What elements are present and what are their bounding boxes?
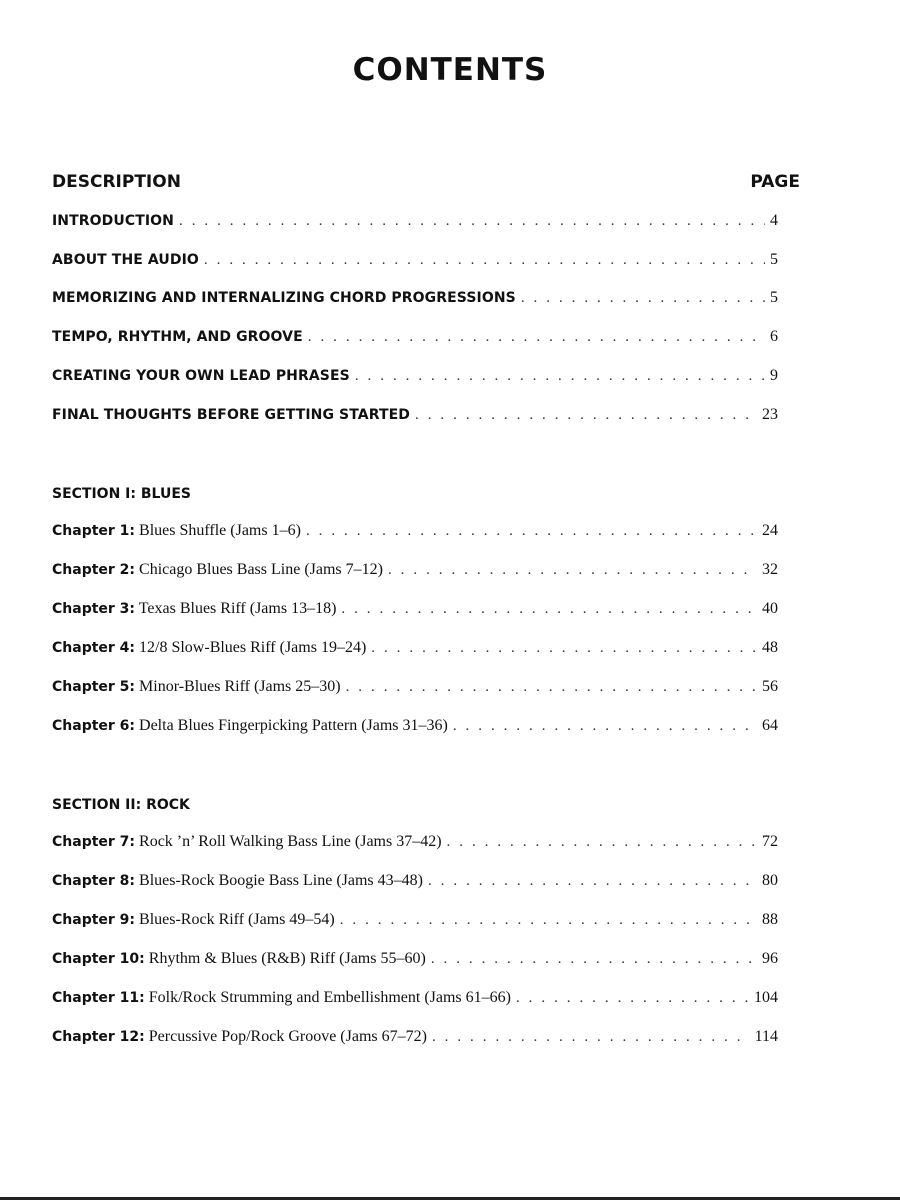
entry-page: 9: [770, 367, 778, 384]
toc-entry[interactable]: [52, 950, 778, 976]
entry-page: 23: [762, 406, 778, 423]
dot-leader: [179, 213, 765, 230]
entry-page: 5: [770, 289, 778, 306]
dot-leader: [521, 290, 765, 307]
dot-leader: [447, 834, 757, 851]
chapter-label: Chapter 9:: [52, 912, 136, 928]
description-header: DESCRIPTION: [52, 172, 181, 192]
toc-entry[interactable]: [52, 600, 778, 626]
entry-page: 24: [762, 522, 778, 539]
entry-page: 88: [762, 911, 778, 928]
chapter-label: Chapter 7:: [52, 834, 136, 850]
toc-entry[interactable]: [52, 1028, 778, 1054]
chapter-label: Chapter 6:: [52, 718, 136, 734]
dot-leader: [306, 523, 757, 540]
section-heading: SECTION II: ROCK: [52, 797, 190, 813]
chapter-label: Chapter 4:: [52, 640, 136, 656]
dot-leader: [428, 873, 757, 890]
entry-title: ABOUT THE AUDIO: [52, 252, 199, 268]
dot-leader: [346, 679, 757, 696]
entry-title: INTRODUCTION: [52, 213, 174, 229]
entry-page: 5: [770, 251, 778, 268]
entry-page: 104: [754, 989, 778, 1006]
toc-entry[interactable]: [52, 717, 778, 743]
entry-page: 56: [762, 678, 778, 695]
chapter-label: Chapter 12:: [52, 1029, 145, 1045]
entry-title: CREATING YOUR OWN LEAD PHRASES: [52, 368, 350, 384]
dot-leader: [340, 912, 757, 929]
chapter-title: Rhythm & Blues (R&B) Riff (Jams 55–60): [148, 950, 426, 967]
toc-entry[interactable]: [52, 911, 778, 937]
chapter-label: Chapter 1:: [52, 523, 136, 539]
toc-entry[interactable]: [52, 989, 778, 1015]
chapter-label: Chapter 10:: [52, 951, 145, 967]
toc-entry[interactable]: [52, 328, 778, 354]
toc-entry[interactable]: [52, 872, 778, 898]
toc-entry[interactable]: [52, 561, 778, 587]
entry-page: 32: [762, 561, 778, 578]
toc-entry[interactable]: [52, 522, 778, 548]
chapter-title: Folk/Rock Strumming and Embellishment (Jams 61–66): [148, 989, 511, 1006]
dot-leader: [415, 407, 757, 424]
chapter-title: Texas Blues Riff (Jams 13–18): [138, 600, 337, 617]
entry-title: MEMORIZING AND INTERNALIZING CHORD PROGRESSIONS: [52, 290, 516, 306]
toc-entry[interactable]: [52, 406, 778, 432]
chapter-label: Chapter 3:: [52, 601, 136, 617]
entry-page: 72: [762, 833, 778, 850]
dot-leader: [516, 990, 749, 1007]
column-header: [52, 172, 800, 196]
entry-title: FINAL THOUGHTS BEFORE GETTING STARTED: [52, 407, 411, 423]
chapter-label: Chapter 2:: [52, 562, 136, 578]
toc-entry[interactable]: [52, 367, 778, 393]
chapter-title: Blues-Rock Riff (Jams 49–54): [139, 911, 335, 928]
dot-leader: [388, 562, 757, 579]
chapter-title: Percussive Pop/Rock Groove (Jams 67–72): [148, 1028, 427, 1045]
toc-entry[interactable]: [52, 639, 778, 665]
dot-leader: [308, 329, 765, 346]
entry-title: TEMPO, RHYTHM, AND GROOVE: [52, 329, 303, 345]
dot-leader: [355, 368, 765, 385]
chapter-title: Minor-Blues Riff (Jams 25–30): [139, 678, 341, 695]
toc-entry[interactable]: [52, 212, 778, 238]
entry-page: 4: [770, 212, 778, 229]
dot-leader: [432, 1029, 750, 1046]
entry-page: 48: [762, 639, 778, 656]
toc-entry[interactable]: [52, 251, 778, 277]
chapter-label: Chapter 11:: [52, 990, 145, 1006]
chapter-title: Blues-Rock Boogie Bass Line (Jams 43–48): [139, 872, 423, 889]
chapter-label: Chapter 5:: [52, 679, 136, 695]
toc-entry[interactable]: [52, 833, 778, 859]
entry-page: 6: [770, 328, 778, 345]
dot-leader: [371, 640, 757, 657]
dot-leader: [431, 951, 757, 968]
entry-page: 64: [762, 717, 778, 734]
chapter-title: 12/8 Slow-Blues Riff (Jams 19–24): [139, 639, 367, 656]
entry-page: 80: [762, 872, 778, 889]
page-header: PAGE: [750, 172, 800, 192]
toc-entry[interactable]: [52, 289, 778, 315]
chapter-title: Rock ’n’ Roll Walking Bass Line (Jams 37–42): [139, 833, 442, 850]
section-heading: SECTION I: BLUES: [52, 486, 191, 502]
dot-leader: [453, 718, 757, 735]
toc-entry[interactable]: [52, 678, 778, 704]
dot-leader: [341, 601, 757, 618]
chapter-title: Delta Blues Fingerpicking Pattern (Jams 31–36): [139, 717, 448, 734]
chapter-title: Chicago Blues Bass Line (Jams 7–12): [139, 561, 383, 578]
chapter-label: Chapter 8:: [52, 873, 136, 889]
page-title: CONTENTS: [352, 52, 548, 88]
chapter-title: Blues Shuffle (Jams 1–6): [139, 522, 301, 539]
entry-page: 40: [762, 600, 778, 617]
entry-page: 114: [754, 1028, 778, 1045]
entry-page: 96: [762, 950, 778, 967]
dot-leader: [204, 252, 765, 269]
